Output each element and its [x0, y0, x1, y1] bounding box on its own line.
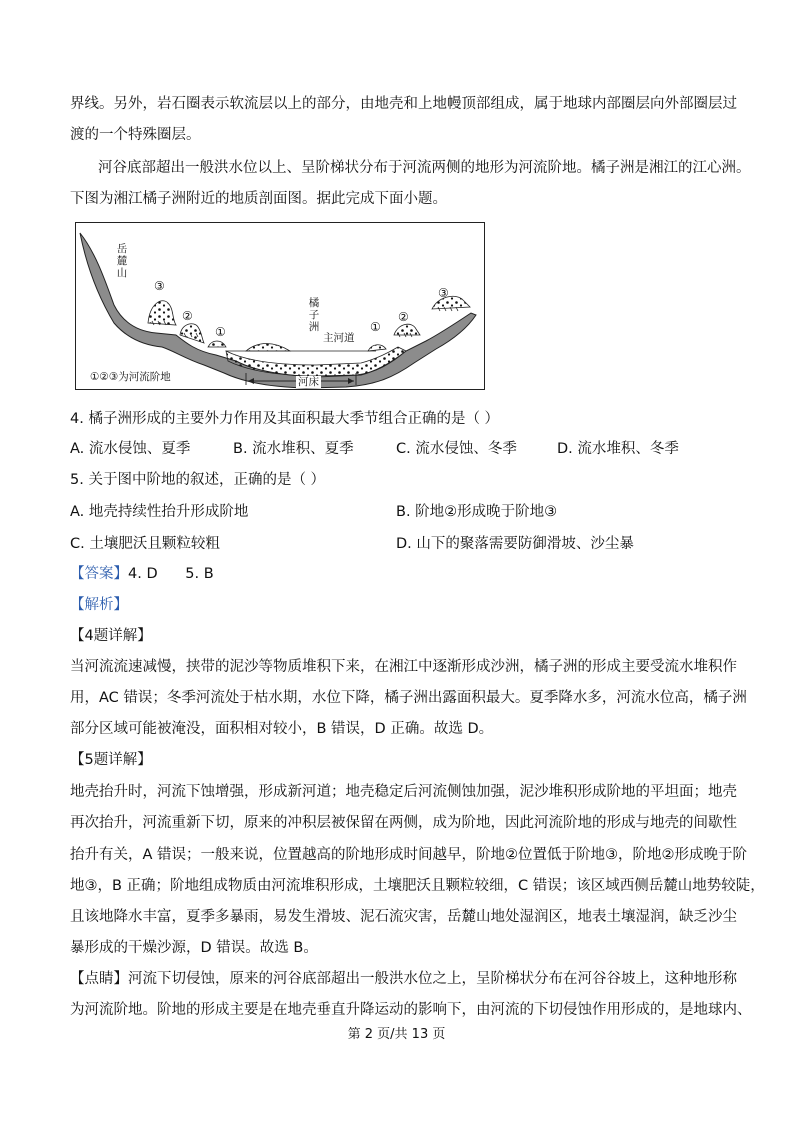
geological-profile-figure — [75, 222, 485, 390]
riverbed-label: 河床 — [298, 376, 319, 388]
q5-detail-line: 再次抬升，河流重新下切，原来的冲积层被保留在两侧，成为阶地，因此河流阶地的形成与地壳的间歇性 — [70, 815, 737, 831]
answer-line — [70, 559, 730, 590]
q4-detail-line: 用，AC 错误；冬季河流处于枯水期，水位下降，橘子洲出露面积最大。夏季降水多，河流水位高，橘子洲 — [70, 690, 747, 706]
question-4-option-c: C. 流水侵蚀、冬季 — [396, 441, 517, 457]
answer-text: 4. D 5. B — [128, 566, 214, 582]
profile-drawing — [76, 223, 484, 389]
question-5-option-c: C. 土壤肥沃且颗粒较粗 — [70, 536, 220, 552]
tip-line: 为河流阶地。阶地的形成主要是在地壳垂直升降运动的影响下，由河流的下切侵蚀作用形成的，是地球内、 — [70, 1002, 752, 1018]
q4-detail-line: 当河流流速减慢，挟带的泥沙等物质堆积下来，在湘江中逐渐形成沙洲，橘子洲的形成主要受流水堆积作 — [70, 659, 737, 675]
paragraph-line: 下图为湘江橘子洲附近的地质剖面图。据此完成下面小题。 — [70, 191, 447, 207]
q5-detail-line: 地壳抬升时，河流下蚀增强，形成新河道；地壳稳定后河流侧蚀加强，泥沙堆积形成阶地的平坦面；地壳 — [70, 784, 737, 800]
figure-legend: ①②③为河流阶地 — [90, 371, 171, 383]
terrace-2-left-label: ② — [182, 309, 193, 323]
question-4-stem: 4. 橘子洲形成的主要外力作用及其面积最大季节组合正确的是（ ） — [70, 411, 500, 427]
terrace-1-left-label: ① — [215, 325, 226, 339]
terrace-2-left-shape — [180, 324, 204, 343]
paragraph-line: 界线。另外，岩石圈表示软流层以上的部分，由地壳和上地幔顶部组成，属于地球内部圈层向外部圈层过 — [70, 96, 737, 112]
question-5-stem: 5. 关于图中阶地的叙述，正确的是（ ） — [70, 472, 326, 488]
q5-detail-line: 抬升有关，A 错误；一般来说，位置越高的阶地形成时间越早，阶地②位置低于阶地③，阶地②形成晚于阶 — [70, 847, 748, 863]
terrace-1-left-shape — [208, 341, 226, 347]
question-5-option-b: B. 阶地②形成晚于阶地③ — [396, 504, 558, 520]
q5-detail-line: 暴形成的干燥沙源，D 错误。故选 B。 — [70, 940, 318, 956]
analysis-label: 【解析】 — [70, 597, 128, 613]
question-4-option-b: B. 流水堆积、夏季 — [233, 441, 354, 457]
terrace-1-right-label: ① — [370, 320, 381, 334]
q5-detail-line: 且该地降水丰富，夏季多暴雨，易发生滑坡、泥石流灾害，岳麓山地处湿润区，地表土壤湿润，缺乏沙尘 — [70, 909, 737, 925]
question-4-option-a: A. 流水侵蚀、夏季 — [70, 441, 191, 457]
paragraph-line: 河谷底部超出一般洪水位以上、呈阶梯状分布于河流两侧的地形为河流阶地。橘子洲是湘江的江心洲。 — [98, 160, 751, 176]
channel-label: 主河道 — [323, 332, 355, 344]
tip-label: 【点睛】 — [70, 971, 128, 987]
island-label: 橘子洲 — [308, 297, 320, 334]
mountain-label: 岳麓山 — [116, 243, 128, 280]
terrace-1-right-shape — [368, 345, 386, 351]
page-footer: 第 2 页/共 13 页 — [347, 1027, 446, 1042]
tip-text: 河流下切侵蚀，原来的河谷底部超出一般洪水位之上，呈阶梯状分布在河谷谷坡上，这种地形称 — [128, 971, 737, 987]
question-4-option-d: D. 流水堆积、冬季 — [557, 441, 679, 457]
terrace-2-right-label: ② — [398, 310, 409, 324]
q5-detail-line: 地③，B 正确；阶地组成物质由河流堆积形成，土壤肥沃且颗粒较细，C 错误；该区域西侧岳麓山地势较陡， — [70, 878, 765, 894]
paragraph-line: 渡的一个特殊圈层。 — [70, 127, 201, 143]
q4-detail-line: 部分区域可能被淹没，面积相对较小，B 错误，D 正确。故选 D。 — [70, 721, 494, 737]
island-shape — [246, 344, 290, 352]
q4-detail-heading: 【4题详解】 — [70, 628, 152, 644]
terrace-3-left-label: ③ — [154, 279, 165, 293]
terrace-3-right-label: ③ — [438, 286, 449, 300]
answer-label: 【答案】 — [70, 566, 128, 582]
tip-line — [70, 964, 737, 995]
question-5-option-a: A. 地壳持续性抬升形成阶地 — [70, 504, 249, 520]
question-5-option-d: D. 山下的聚落需要防御滑坡、沙尘暴 — [396, 536, 634, 552]
q5-detail-heading: 【5题详解】 — [70, 752, 152, 768]
